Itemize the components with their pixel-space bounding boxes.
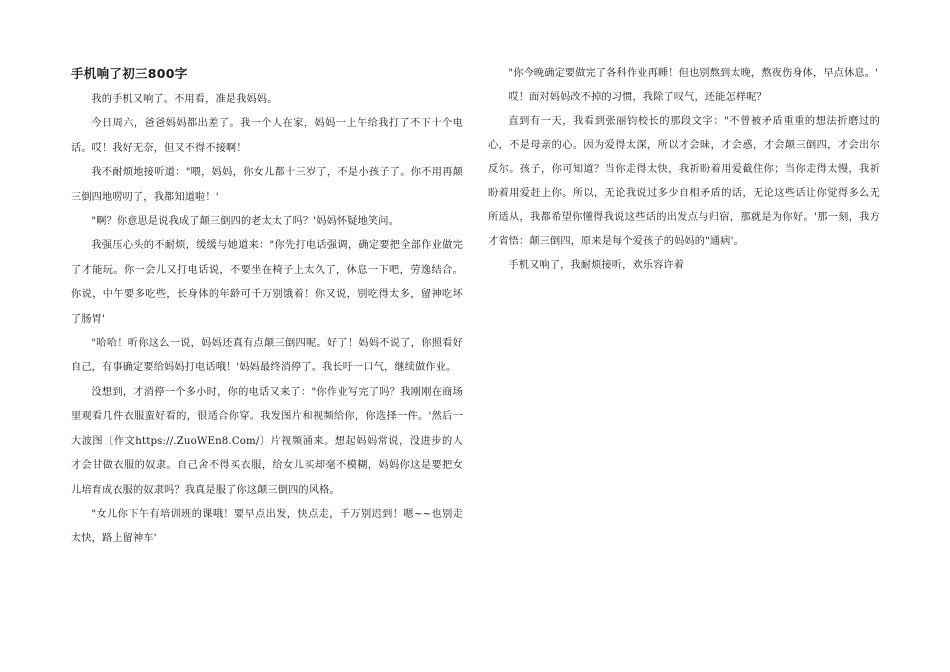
paragraph-4: "啊？你意思是说我成了颠三倒四的老太太了吗？'妈妈怀疑地笑问。 bbox=[91, 216, 399, 228]
left-column bbox=[71, 62, 463, 552]
paragraph-7: 没想到，才消停一个多小时，你的电话又来了："你作业写完了吗？我刚刚在商场里观看几件衣服蛮好看的，很适合你穿。我发图片和视频给你，你选择一件。'然后一大波图〔作文https://.ZuoWEn8.Com/〕片视频涌来。想起妈妈常说，没进步的人才会甘做衣服的奴隶。自己舍不得买衣服，给女儿买却毫不模糊，妈妈你这是要把女儿培育成衣服的奴隶吗？我真是服了你这颠三倒四的风格。 bbox=[71, 386, 463, 496]
paragraph-8: "女儿你下午有培训班的课哦！要早点出发，快点走，千万别迟到！嗯~~也别走太快，路上留神车' bbox=[71, 508, 463, 545]
paragraph-6: "哈哈！听你这么一说，妈妈还真有点颠三倒四呢。好了！妈妈不说了，你照看好自己，有事确定要给妈妈打电话哦！'妈妈最终消停了。我长吁一口气，继续做作业。 bbox=[71, 338, 463, 374]
paragraph-12: 手机又响了，我耐烦接听，欢乐容许着 bbox=[508, 260, 685, 271]
paragraph-9: "你今晚确定要做完了各科作业再睡！但也别熬到太晚，熬夜伤身体，早点休息。' bbox=[508, 68, 878, 79]
paragraph-3: 我不耐烦地接听道："喂，妈妈，你女儿都十三岁了，不是小孩子了。你不用再颠三倒四地唠叨了，我都知道啦！' bbox=[71, 167, 463, 203]
paragraph-2: 今日周六，爸爸妈妈都出差了。我一个人在家，妈妈一上午给我打了不下十个电话。哎！我好无奈，但又不得不接啊！ bbox=[71, 118, 463, 154]
paragraph-11: 直到有一天，我看到张丽钧校长的那段文字："不曾被矛盾重重的想法折磨过的心，不是母亲的心。因为爱得太深，所以才会昧，才会惑，才会颠三倒四，才会出尔反尔。孩子，你可知道？当你走得太快，我祈盼着用爱截住你；当你走得太慢，我祈盼着用爱赶上你。所以，无论我说过多少自相矛盾的话，无论这些话让你觉得多么无所适从，我都希望你懂得我说这些话的出发点与归宿，那就是为你好。'那一刻，我方才省悟：颠三倒四，原来是每个爱孩子的妈妈的"通病'。 bbox=[488, 116, 880, 247]
document-title: 手机响了初三800字 bbox=[71, 66, 188, 81]
paragraph-1: 我的手机又响了。不用看，准是我妈妈。 bbox=[91, 94, 278, 105]
paragraph-10: 哎！面对妈妈改不掉的习惯，我除了叹气，还能怎样呢？ bbox=[508, 92, 767, 103]
right-column bbox=[488, 62, 880, 278]
paragraph-5: 我强压心头的不耐烦，缓缓与她道来："你先打电话强调，确定要把全部作业做完了才能玩。你一会儿又打电话说，不要坐在椅子上太久了，休息一下吧，劳逸结合。你说，中午要多吃些，长身体的年龄可千万别饿着！你又说，别吃得太多，留神吃坏了肠胃' bbox=[71, 240, 463, 325]
